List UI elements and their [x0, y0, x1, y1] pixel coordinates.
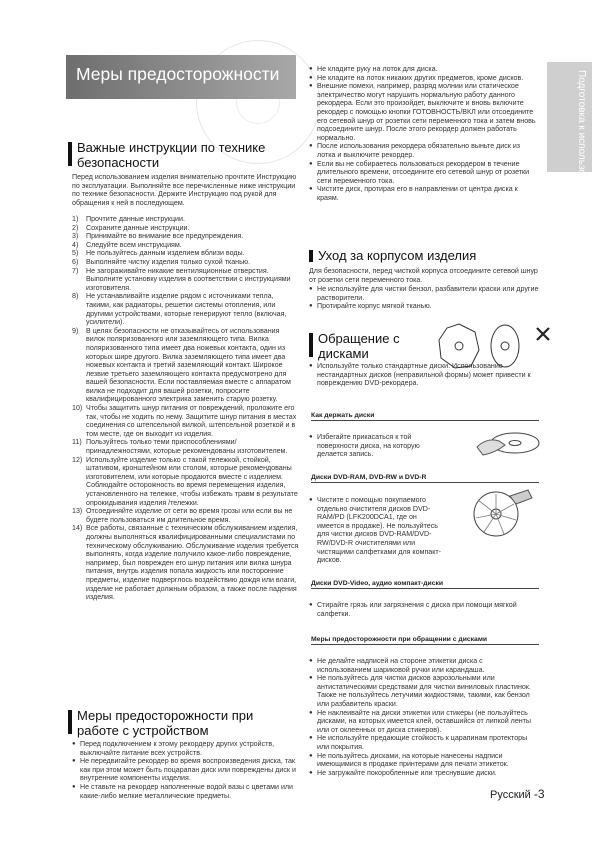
bullet-item: ● Перед подключением к этому рекордеру других устройств, выключайте питание всех устройств. [72, 740, 299, 757]
item-text: Выполняйте чистку изделия только сухой тканью. [86, 257, 251, 266]
item-number: 3) [72, 232, 79, 241]
item-text: Не загораживайте никакие вентиляционные отверстия. Выполните установку изделия в соответствии с инструкциями изготовителя. [86, 266, 291, 292]
discs-heading: Обращение с дисками [318, 331, 428, 361]
video-list [309, 601, 539, 618]
numbered-item [72, 241, 299, 250]
item-text: Следуйте всем инструкциям. [86, 240, 182, 249]
care-title: Меры предосторожности при обращении с дисками [311, 636, 539, 645]
item-text: Принимайте во внимание все предупреждения. [86, 232, 244, 241]
disc-cleaning-icon [466, 488, 536, 538]
item-text: В целях безопасности не отказывайтесь от использования вилок поляризованного или заземляющего типа. Вилка поляризованного типа имеет два ножевых контакта, один из которых шире другого. Вилка заземляющего типа имеет два ножевых контакта и третий заземляющий контакт. Широкое лезвие третьего заземляющего контакта предусмотрено для вашей безопасности. Если поставляемая вместе с аппаратом вилка не подходит для вашей розетки, попросите квалифицированного электрика заменить старую розетку. [86, 326, 291, 404]
numbered-item [72, 249, 299, 258]
item-number: 6) [72, 257, 79, 266]
body-care-intro: Для безопасности, перед чисткой корпуса отсоедините сетевой шнур от розетки сети переменного тока. [309, 267, 538, 284]
numbered-item [72, 507, 299, 524]
heart-disc-icon [491, 325, 519, 367]
numbered-item [72, 232, 299, 241]
bullet-item: ● Не кладите руку на лоток для диска. [309, 65, 539, 74]
hold-list [309, 433, 429, 459]
bullet-item: ● Не кладите на лоток никаких других предметов, кроме дисков. [309, 74, 539, 83]
body-care-list [309, 285, 539, 311]
bullet-item: ● Не используйте предающие стойкость к царапинам протекторы или покрытия. [309, 734, 539, 751]
bullet-item: ● Не наклеивайте на диски этикетки или стикеры (не пользуйтесь дисками, на которых имеется клей, оставшийся от липкой ленты или от оклеенных от диска стикеров). [309, 709, 539, 735]
numbered-item [72, 215, 299, 224]
item-number: 14) [72, 524, 83, 533]
bullet-item: ● Не загружайте покоробленные или треснувшие диски. [309, 769, 539, 778]
irregular-disc-icon [439, 324, 479, 368]
item-text: Не пользуйтесь данным изделием вблизи воды. [86, 249, 245, 258]
hand-holding-disc-icon [475, 423, 543, 459]
bullet-item: ● Чистите с помощью покупаемого отдельно очистителя дисков DVD-RAM/PD (LFK200DCA1, где он имеется в продаже). Не пользуйтесь для чистки дисков DVD-RAM/DVD-RW/DVD-R очистителями или чистящими салфетками для компакт-дисков. [309, 496, 442, 565]
disc-shapes-illustration [437, 322, 557, 372]
page-footer [490, 787, 545, 801]
numbered-item [72, 524, 299, 601]
device-heading: Меры предосторожности при работе с устройством [77, 708, 292, 738]
bullet-item: ● Если вы не собираетесь пользоваться рекордером в течение длительного времени, отсоедините его сетевой шнур от розетки сети переменного тока. [309, 160, 539, 186]
item-number: 2) [72, 223, 79, 232]
bullet-item: ● Не передвигайте рекордер во время воспроизведения диска, так как при этом может быть поцарапан диск или повреждены диск и внутренние компоненты изделия. [72, 757, 299, 783]
bullet-item: ● Не делайте надписей на стороне этикетки диска с использованием шариковой ручки или карандаша. [309, 657, 539, 674]
item-number: 8) [72, 292, 79, 301]
bullet-item: ● После использования рекордера обязательно выньте диск из лотка и выключите рекордер. [309, 142, 539, 159]
video-title: Диски DVD-Video, аудио компакт-диски [311, 580, 539, 589]
bullet-item: ● Не ставьте на рекордер наполненные водой вазы с цветами или какие-либо мелкие металлические предметы. [72, 783, 299, 800]
item-text: Пользуйтесь только теми приспособлениями/принадлежностями, которые рекомендованы изготовителем. [86, 438, 288, 456]
safety-heading: Важные инструкции по технике безопасности [77, 140, 297, 170]
cross-mark-icon [537, 328, 549, 340]
page-number: -3 [533, 787, 545, 801]
safety-intro: Перед использованием изделия внимательно прочтите Инструкцию по эксплуатации. Выполняйте все перечисленные ниже инструкции по технике безопасности. Держите Инструкцию под рукой для обращения к ней в последующем. [72, 173, 297, 207]
bullet-item: ● Стирайте грязь или загрязнения с диска при помощи мягкой салфетки. [309, 601, 539, 618]
item-number: 12) [72, 455, 83, 464]
item-text: Не устанавливайте изделие рядом с источниками тепла, такими, как радиаторы, решетки системы отопления, или другими устройствами, которые генерируют тепло (включая, усилители). [86, 292, 287, 327]
care-list [309, 657, 539, 777]
item-number: 9) [72, 326, 79, 335]
bullet-item: ● Не пользуйтесь для чистки дисков аэрозольными или антистатическими средствами для чистки виниловых пластинок. Также не пользуйтесь летучими жидкостями, такими, как бензол или разбавитель краски. [309, 674, 539, 708]
item-text: Сохраните данные инструкции. [86, 223, 190, 232]
item-number: 13) [72, 507, 83, 516]
item-number: 4) [72, 240, 79, 249]
numbered-item [72, 438, 299, 455]
item-text: Все работы, связанные с техническим обслуживанием изделия, должны выполняться квалифицированными специалистами по техническому обслуживанию. Обслуживание изделия требуется выполнять, когда изделие получило какое-либо повреждение, например, был поврежден его шнур питания или вилка шнура питания, внутрь изделия попала жидкость или посторонние предметы, изделие подверглось воздействию дождя или влаги, изделие не работает должным образом, а также после падения изделия. [86, 524, 299, 602]
safety-list [72, 215, 299, 602]
bullet-item: ● Чистите диск, протирая его в направлении от центра диска к краям. [309, 185, 539, 202]
numbered-item [72, 267, 299, 293]
bullet-item: ● Не пользуйтесь дисками, на которые нанесены надписи имеющимися в продаже принтерами для печати этикеток. [309, 752, 539, 769]
side-tab-label: Подготовка к использованию [576, 70, 587, 205]
bullet-item: ● Внешние помехи, например, разряд молнии или статическое электричество могут нарушить нормальную работу данного рекордера. Если это произойдет, выключите и вновь включите рекордер с помощью кнопки ГОТОВНОСТЬ/ВКЛ или отсоедините его сетевой шнур от розетки сети переменного тока и затем вновь подсоедините шнур. После этого рекордер должен работать нормально. [309, 82, 539, 142]
body-care-heading: Уход за корпусом изделия [318, 248, 538, 263]
item-text: Используйте изделие только с такой тележкой, стойкой, штативом, кронштейном или столом, которые рекомендованы изготовителем, или которые продаются вместе с изделием. Соблюдайте осторожность во время перемещения изделия, установленного на тележке, чтобы избежать травм в результате опрокидывания изделия /тележки. [86, 455, 298, 507]
bullet-item: ● Избегайте прикасаться к той поверхности диска, на которую делается запись. [309, 433, 429, 459]
numbered-item [72, 327, 299, 404]
page-title: Меры предосторожности [76, 64, 280, 84]
footer-language: Русский [490, 789, 531, 801]
bullet-item: ● Используйте только стандартные диски. Использование нестандартных дисков (неправильной формы) может привести к повреждению DVD-рекордера. [309, 362, 544, 388]
numbered-item [72, 404, 299, 438]
numbered-item [72, 456, 299, 508]
bullet-item: ● Не используйте для чистки бензол, разбавители краски или другие растворители. [309, 285, 539, 302]
numbered-item [72, 224, 299, 233]
item-number: 10) [72, 404, 83, 413]
ram-title: Диски DVD-RAM, DVD-RW и DVD-R [311, 474, 539, 483]
item-number: 11) [72, 438, 82, 447]
item-text: Отсоединяйте изделие от сети во время грозы или если вы не будете пользоваться им длительное время. [86, 507, 293, 524]
device-list [72, 740, 299, 800]
numbered-item [72, 292, 299, 326]
item-text: Чтобы защитить шнур питания от повреждений, проложите его так, чтобы не ходить по нему. Защитите шнур питания в местах соединения со штепсельной вилкой, штепсельной розеткой и в том месте, где он выходит из изделия. [86, 404, 297, 438]
item-number: 7) [72, 266, 79, 275]
bullet-item: ● Протирайте корпус мягкой тканью. [309, 302, 539, 311]
device-list-continued [309, 65, 539, 203]
item-text: Прочтите данные инструкции. [86, 215, 185, 223]
item-number: 1) [72, 215, 79, 223]
hold-title: Как держать диски [311, 412, 539, 421]
numbered-item [72, 258, 299, 267]
item-number: 5) [72, 249, 79, 258]
